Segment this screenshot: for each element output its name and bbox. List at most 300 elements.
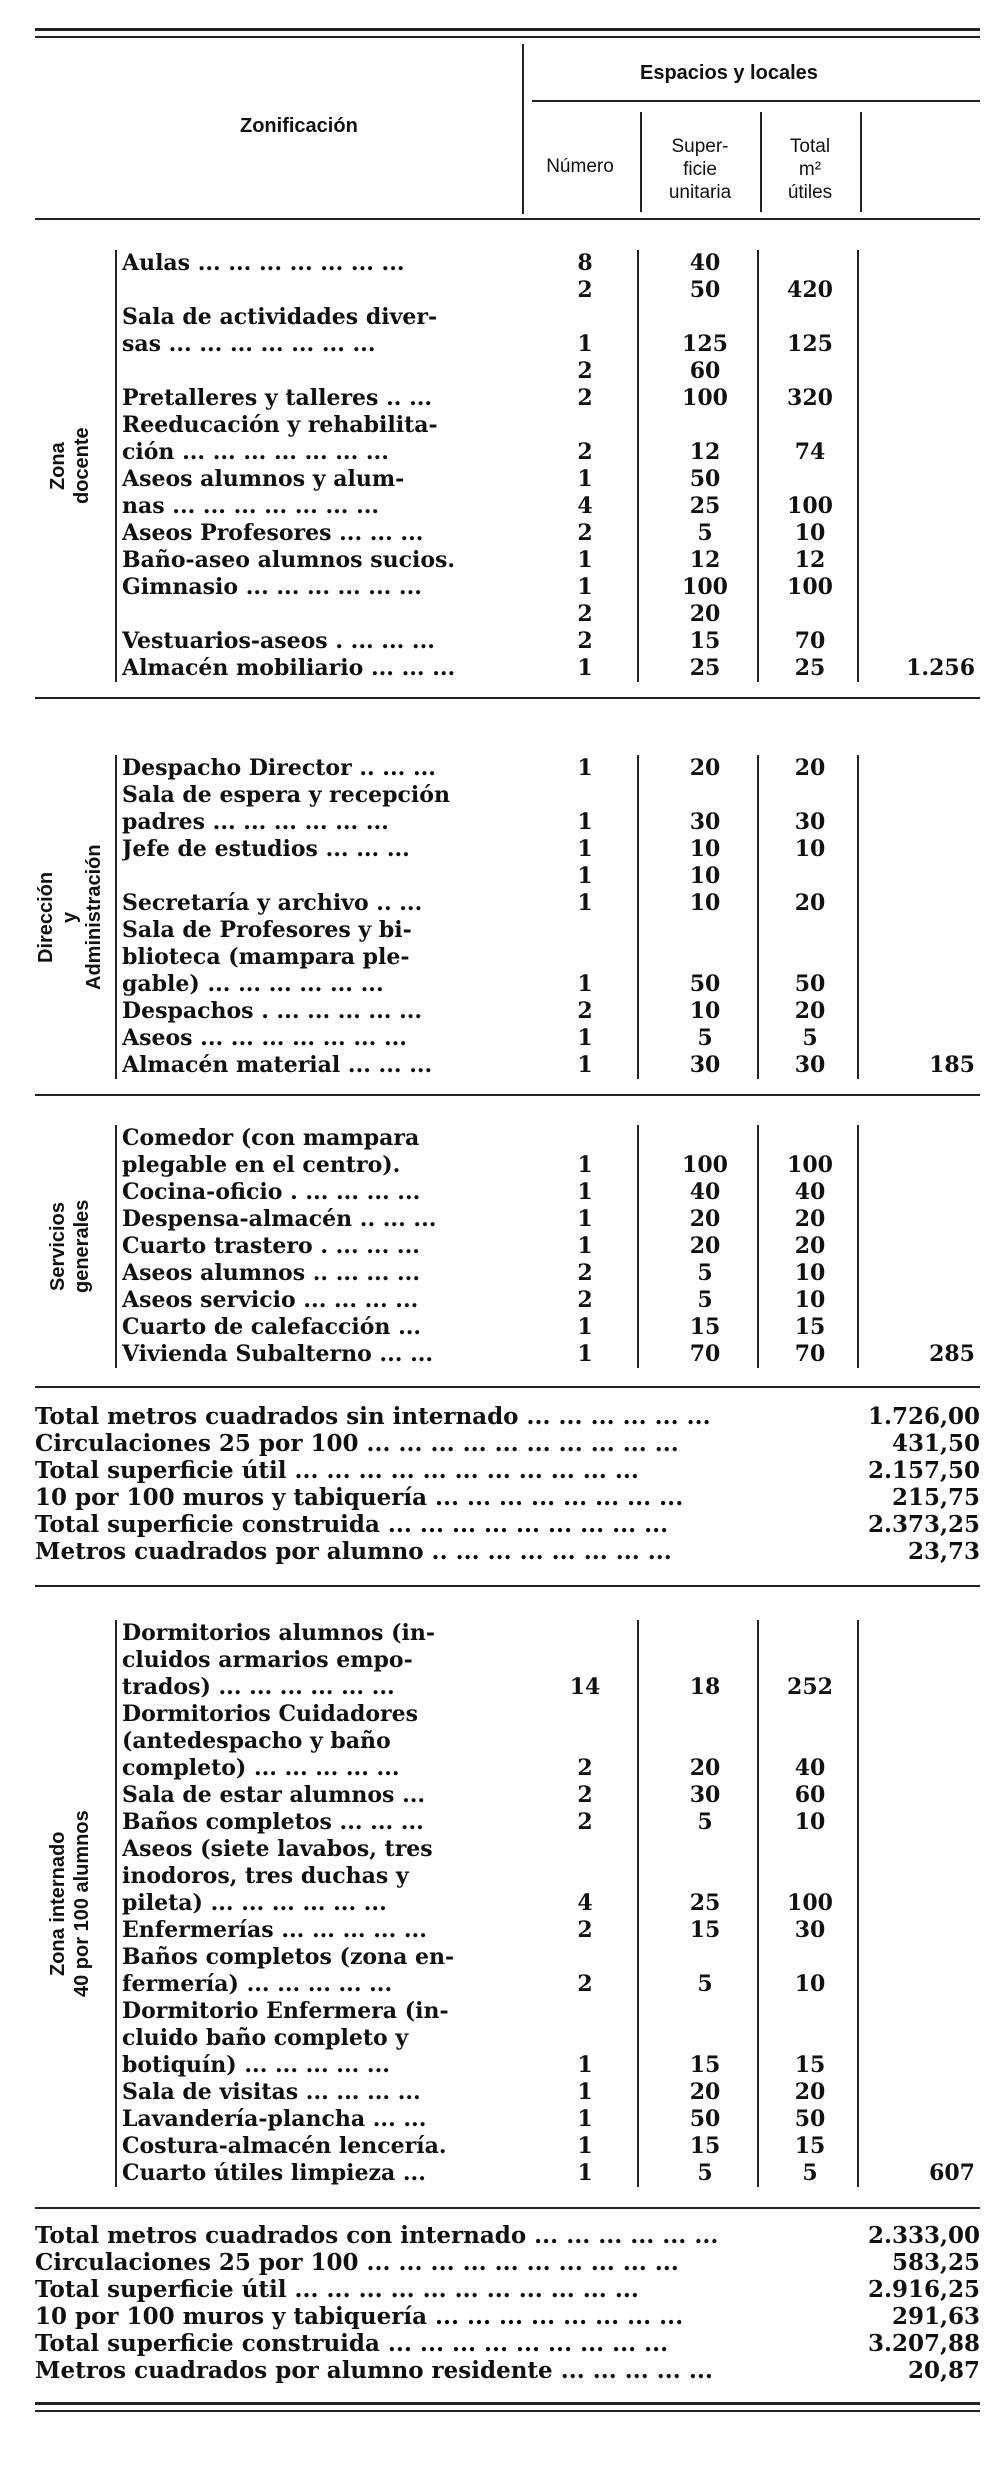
table-row (0, 782, 1000, 809)
row-superficie: 5 (697, 1971, 713, 1997)
row-item-label: Sala de actividades diver- (122, 304, 438, 330)
row-superficie: 20 (689, 1233, 721, 1259)
summary-label: Metros cuadrados por alumno residente ... ... ... ... ... (35, 2357, 713, 2384)
row-numero: 1 (577, 809, 593, 835)
summary-value: 20,87 (907, 2357, 980, 2384)
row-numero: 14 (569, 1674, 601, 1700)
summary-value: 2.916,25 (867, 2276, 980, 2303)
row-superficie: 10 (689, 890, 721, 916)
row-item-label: cluido baño completo y (122, 2025, 409, 2051)
summary-label: 10 por 100 muros y tabiquería ... ... ... ... ... ... ... ... (35, 2303, 684, 2330)
row-numero: 1 (577, 1152, 593, 1178)
row-numero: 2 (577, 1287, 593, 1313)
header-group-rule (532, 100, 980, 102)
summary-value: 2.333,00 (867, 2222, 980, 2249)
summary-value: 291,63 (891, 2303, 980, 2330)
row-superficie: 10 (689, 998, 721, 1024)
summary-label: 10 por 100 muros y tabiquería ... ... ... ... ... ... ... ... (35, 1484, 684, 1511)
row-total: 12 (794, 547, 826, 573)
summary-label: Total superficie construida ... ... ... ... ... ... ... ... ... (35, 1511, 669, 1538)
row-numero: 2 (577, 385, 593, 411)
row-superficie: 15 (689, 628, 721, 654)
row-item-label: Sala de espera y recepción (122, 782, 450, 808)
row-subtotal: 285 (929, 1341, 975, 1367)
summary-label: Total superficie construida ... ... ... ... ... ... ... ... ... (35, 2330, 669, 2357)
row-total: 50 (794, 2106, 826, 2132)
row-item-label: Dormitorio Enfermera (in- (122, 1998, 449, 2024)
summary-value: 1.726,00 (867, 1403, 980, 1430)
row-item-label: Despacho Director .. ... ... (122, 755, 436, 781)
row-superficie: 20 (689, 2079, 721, 2105)
summary-row (35, 1538, 980, 1565)
row-numero: 1 (577, 1341, 593, 1367)
row-item-label: Costura-almacén lencería. (122, 2133, 447, 2159)
row-item-label: Pretalleres y talleres .. ... (122, 385, 433, 411)
summary-row (35, 1457, 980, 1484)
row-total: 20 (794, 998, 826, 1024)
table-row (0, 1206, 1000, 1233)
row-superficie: 30 (689, 1782, 721, 1808)
row-numero: 2 (577, 1755, 593, 1781)
header-total (765, 135, 855, 204)
header-total-l3: útiles (787, 182, 833, 203)
row-superficie: 5 (697, 520, 713, 546)
row-item-label: Cocina-oficio . ... ... ... ... (122, 1179, 421, 1205)
row-item-label: gable) ... ... ... ... ... ... (122, 971, 384, 997)
section-rule (35, 2402, 980, 2405)
row-numero: 1 (577, 2133, 593, 2159)
row-item-label: (antedespacho y baño (122, 1728, 391, 1754)
row-superficie: 10 (689, 836, 721, 862)
row-superficie: 30 (689, 809, 721, 835)
table-row (0, 1620, 1000, 1647)
row-item-label: Baño-aseo alumnos sucios. (122, 547, 456, 573)
row-item-label: plegable en el centro). (122, 1152, 401, 1178)
table-row (0, 520, 1000, 547)
table-row (0, 1260, 1000, 1287)
row-total: 420 (787, 277, 833, 303)
row-item-label: Cuarto trastero . ... ... ... (122, 1233, 420, 1259)
section-rule (35, 1585, 980, 1587)
row-numero: 1 (577, 863, 593, 889)
summary-label: Total metros cuadrados con internado ... ... ... ... ... ... (35, 2222, 719, 2249)
header-total-l1: Total (789, 136, 831, 157)
header-superficie-l3: unitaria (668, 182, 732, 203)
row-superficie: 20 (689, 601, 721, 627)
row-item-label: Vivienda Subalterno ... ... (122, 1341, 434, 1367)
row-item-label: Aseos (siete lavabos, tres (122, 1836, 433, 1862)
table-row (0, 439, 1000, 466)
row-superficie: 15 (689, 1917, 721, 1943)
table-row (0, 1233, 1000, 1260)
row-total: 70 (794, 628, 826, 654)
row-item-label: Aseos ... ... ... ... ... ... ... (122, 1025, 407, 1051)
row-item-label: Sala de Profesores y bi- (122, 917, 412, 943)
row-superficie: 40 (689, 1179, 721, 1205)
table-row (0, 2079, 1000, 2106)
table-row (0, 2052, 1000, 2079)
row-total: 100 (787, 1152, 833, 1178)
row-numero: 1 (577, 331, 593, 357)
row-item-label: Aseos alumnos .. ... ... ... (122, 1260, 420, 1286)
row-item-label: completo) ... ... ... ... ... (122, 1755, 400, 1781)
row-numero: 2 (577, 601, 593, 627)
row-numero: 2 (577, 358, 593, 384)
zone-label-line: Zona internado (47, 1831, 69, 1976)
table-row (0, 466, 1000, 493)
row-superficie: 5 (697, 1260, 713, 1286)
row-item-label: Enfermerías ... ... ... ... ... (122, 1917, 427, 1943)
row-superficie: 15 (689, 1314, 721, 1340)
row-item-label: fermería) ... ... ... ... ... (122, 1971, 393, 1997)
row-item-label: Aseos servicio ... ... ... ... (122, 1287, 419, 1313)
row-numero: 2 (577, 1260, 593, 1286)
row-superficie: 5 (697, 1809, 713, 1835)
summary-row (35, 2249, 980, 2276)
table-row (0, 1314, 1000, 1341)
zone-label-line: Administración (83, 844, 105, 990)
summary-value: 23,73 (907, 1538, 980, 1565)
row-superficie: 20 (689, 1206, 721, 1232)
table-row (0, 1917, 1000, 1944)
section-rule (35, 697, 980, 699)
row-item-label: Aseos Profesores ... ... ... (122, 520, 424, 546)
row-total: 30 (794, 1917, 826, 1943)
row-item-label: cluidos armarios empo- (122, 1647, 413, 1673)
header-superficie (645, 135, 755, 204)
row-item-label: Sala de visitas ... ... ... ... (122, 2079, 421, 2105)
table-row (0, 601, 1000, 628)
row-superficie: 12 (689, 547, 721, 573)
zone-label-line: generales (71, 1199, 93, 1294)
zone-label-line: Dirección (35, 871, 57, 963)
row-numero: 2 (577, 277, 593, 303)
section-rule (35, 2410, 980, 2412)
row-subtotal: 1.256 (906, 655, 975, 681)
row-total: 20 (794, 755, 826, 781)
header-col-line-2 (760, 112, 762, 212)
row-item-label: Cuarto de calefacción ... (122, 1314, 422, 1340)
row-numero: 2 (577, 1809, 593, 1835)
row-total: 125 (787, 331, 833, 357)
row-total: 10 (794, 1287, 826, 1313)
row-superficie: 100 (682, 385, 728, 411)
table-row (0, 277, 1000, 304)
row-numero: 1 (577, 2079, 593, 2105)
row-item-label: Aulas ... ... ... ... ... ... ... (122, 250, 405, 276)
row-total: 30 (794, 1052, 826, 1078)
row-total: 10 (794, 836, 826, 862)
summary-row (35, 2222, 980, 2249)
row-numero: 1 (577, 1206, 593, 1232)
row-total: 74 (794, 439, 826, 465)
row-superficie: 70 (689, 1341, 721, 1367)
summary-value: 2.373,25 (867, 1511, 980, 1538)
row-item-label: sas ... ... ... ... ... ... ... (122, 331, 376, 357)
row-item-label: Almacén mobiliario ... ... ... (122, 655, 456, 681)
table-row (0, 1971, 1000, 1998)
header-superficie-l1: Super- (671, 136, 729, 157)
summary-row (35, 2357, 980, 2384)
row-item-label: Sala de estar alumnos ... (122, 1782, 426, 1808)
row-total: 15 (794, 2133, 826, 2159)
table-row (0, 412, 1000, 439)
summary-row (35, 1430, 980, 1457)
table-row (0, 1755, 1000, 1782)
table-row (0, 998, 1000, 1025)
top-rule-thin (35, 36, 980, 38)
row-superficie: 50 (689, 466, 721, 492)
zone-label-line: docente (71, 427, 93, 505)
row-numero: 1 (577, 1314, 593, 1340)
row-total: 10 (794, 1971, 826, 1997)
section-rule (35, 2207, 980, 2209)
summary-label: Circulaciones 25 por 100 ... ... ... ... ... ... ... ... ... ... (35, 1430, 679, 1457)
table-row (0, 863, 1000, 890)
table-row (0, 1890, 1000, 1917)
row-numero: 1 (577, 836, 593, 862)
top-rule (35, 28, 980, 31)
row-item-label: Cuarto útiles limpieza ... (122, 2160, 426, 2186)
row-total: 70 (794, 1341, 826, 1367)
row-numero: 2 (577, 439, 593, 465)
row-superficie: 30 (689, 1052, 721, 1078)
summary-label: Total superficie útil ... ... ... ... ... ... ... ... ... ... ... (35, 1457, 639, 1484)
row-subtotal: 607 (929, 2160, 975, 2186)
row-item-label: Baños completos ... ... ... (122, 1809, 424, 1835)
row-superficie: 15 (689, 2133, 721, 2159)
table-row (0, 809, 1000, 836)
table-row (0, 385, 1000, 412)
row-numero: 1 (577, 1025, 593, 1051)
row-superficie: 40 (689, 250, 721, 276)
row-numero: 2 (577, 520, 593, 546)
row-item-label: blioteca (mampara ple- (122, 944, 410, 970)
row-superficie: 25 (689, 493, 721, 519)
row-total: 252 (787, 1674, 833, 1700)
row-item-label: Baños completos (zona en- (122, 1944, 455, 1970)
table-row (0, 1728, 1000, 1755)
header-superficie-l2: ficie (683, 159, 717, 180)
row-superficie: 60 (689, 358, 721, 384)
row-item-label: Despachos . ... ... ... ... ... (122, 998, 423, 1024)
row-total: 25 (794, 655, 826, 681)
row-item-label: botiquín) ... ... ... ... ... (122, 2052, 390, 2078)
row-total: 40 (794, 1755, 826, 1781)
row-numero: 1 (577, 1052, 593, 1078)
row-superficie: 20 (689, 755, 721, 781)
header-zonificacion: Zonificación (240, 115, 358, 137)
table-row (0, 1179, 1000, 1206)
row-numero: 1 (577, 2052, 593, 2078)
header-group: Espacios y locales (640, 62, 818, 84)
summary-label: Metros cuadrados por alumno .. ... ... ... ... ... ... ... (35, 1538, 672, 1565)
row-item-label: pileta) ... ... ... ... ... ... (122, 1890, 387, 1916)
summary-value: 3.207,88 (867, 2330, 980, 2357)
table-row (0, 1998, 1000, 2025)
row-numero: 1 (577, 655, 593, 681)
summary-value: 215,75 (891, 1484, 980, 1511)
row-superficie: 50 (689, 971, 721, 997)
row-item-label: Despensa-almacén .. ... ... (122, 1206, 437, 1232)
summary-label: Total metros cuadrados sin internado ... ... ... ... ... ... (35, 1403, 711, 1430)
zone-label-line: 40 por 100 alumnos (71, 1810, 93, 1997)
header-numero: Número (546, 156, 614, 177)
row-numero: 1 (577, 890, 593, 916)
row-item-label: Dormitorios alumnos (in- (122, 1620, 435, 1646)
row-superficie: 20 (689, 1755, 721, 1781)
table-row (0, 628, 1000, 655)
row-item-label: Dormitorios Cuidadores (122, 1701, 419, 1727)
row-numero: 1 (577, 2106, 593, 2132)
table-row (0, 358, 1000, 385)
zone-label-line: y (59, 911, 81, 923)
row-item-label: Jefe de estudios ... ... ... (122, 836, 410, 862)
row-total: 10 (794, 1809, 826, 1835)
row-superficie: 25 (689, 1890, 721, 1916)
row-numero: 1 (577, 1233, 593, 1259)
row-numero: 1 (577, 2160, 593, 2186)
row-superficie: 50 (689, 2106, 721, 2132)
table-row (0, 655, 1000, 682)
summary-value: 583,25 (891, 2249, 980, 2276)
row-numero: 1 (577, 971, 593, 997)
table-row (0, 1125, 1000, 1152)
row-total: 15 (794, 2052, 826, 2078)
table-row (0, 971, 1000, 998)
row-item-label: nas ... ... ... ... ... ... ... (122, 493, 380, 519)
header-total-l2: m² (798, 159, 822, 180)
row-total: 100 (787, 493, 833, 519)
table-row (0, 1052, 1000, 1079)
table-row (0, 1341, 1000, 1368)
row-numero: 1 (577, 1179, 593, 1205)
table-row (0, 574, 1000, 601)
row-superficie: 10 (689, 863, 721, 889)
row-total: 10 (794, 520, 826, 546)
row-item-label: Secretaría y archivo .. ... (122, 890, 423, 916)
row-item-label: Lavandería-plancha ... ... (122, 2106, 427, 2132)
table-row (0, 1647, 1000, 1674)
summary-label: Circulaciones 25 por 100 ... ... ... ... ... ... ... ... ... ... (35, 2249, 679, 2276)
row-total: 20 (794, 2079, 826, 2105)
row-superficie: 25 (689, 655, 721, 681)
row-item-label: Gimnasio ... ... ... ... ... ... (122, 574, 422, 600)
table-row (0, 2025, 1000, 2052)
row-total: 10 (794, 1260, 826, 1286)
row-item-label: Comedor (con mampara (122, 1125, 420, 1151)
zone-label-line: Zona (47, 442, 69, 490)
summary-row (35, 2303, 980, 2330)
row-total: 320 (787, 385, 833, 411)
header-col-line-1 (640, 112, 642, 212)
row-item-label: Aseos alumnos y alum- (122, 466, 405, 492)
summary-value: 431,50 (891, 1430, 980, 1457)
row-total: 30 (794, 809, 826, 835)
summary-label: Total superficie útil ... ... ... ... ... ... ... ... ... ... ... (35, 2276, 639, 2303)
row-numero: 1 (577, 755, 593, 781)
table-row (0, 1701, 1000, 1728)
row-superficie: 5 (697, 2160, 713, 2186)
table-row (0, 2106, 1000, 2133)
table-row (0, 1836, 1000, 1863)
row-total: 60 (794, 1782, 826, 1808)
header-divider (522, 44, 524, 214)
row-superficie: 12 (689, 439, 721, 465)
row-numero: 2 (577, 998, 593, 1024)
table-row (0, 2133, 1000, 2160)
table-row (0, 944, 1000, 971)
table-row (0, 1674, 1000, 1701)
table-row (0, 1863, 1000, 1890)
row-item-label: inodoros, tres duchas y (122, 1863, 409, 1889)
summary-row (35, 2276, 980, 2303)
summary-row (35, 2330, 980, 2357)
row-numero: 2 (577, 1782, 593, 1808)
table-row (0, 1287, 1000, 1314)
table-row (0, 331, 1000, 358)
row-total: 40 (794, 1179, 826, 1205)
table-row (0, 1782, 1000, 1809)
row-numero: 8 (577, 250, 593, 276)
table-row (0, 1809, 1000, 1836)
row-total: 15 (794, 1314, 826, 1340)
row-numero: 2 (577, 1971, 593, 1997)
row-total: 100 (787, 1890, 833, 1916)
row-numero: 4 (577, 493, 593, 519)
row-superficie: 5 (697, 1025, 713, 1051)
section-rule (35, 1094, 980, 1096)
row-item-label: Reeducación y rehabilita- (122, 412, 438, 438)
row-numero: 1 (577, 547, 593, 573)
table-row (0, 1025, 1000, 1052)
row-total: 20 (794, 1206, 826, 1232)
row-numero: 2 (577, 1917, 593, 1943)
table-row (0, 493, 1000, 520)
table-row (0, 304, 1000, 331)
table-row (0, 755, 1000, 782)
table-row (0, 1944, 1000, 1971)
table-row (0, 1152, 1000, 1179)
row-item-label: ción ... ... ... ... ... ... ... (122, 439, 389, 465)
row-total: 5 (802, 2160, 818, 2186)
row-superficie: 125 (682, 331, 728, 357)
row-superficie: 18 (689, 1674, 721, 1700)
table-row (0, 2160, 1000, 2187)
summary-row (35, 1511, 980, 1538)
header-bottom-rule (35, 218, 980, 220)
zone-label-line: Servicios (47, 1202, 69, 1291)
row-total: 5 (802, 1025, 818, 1051)
row-numero: 1 (577, 466, 593, 492)
section-rule (35, 1386, 980, 1388)
row-item-label: Almacén material ... ... ... (122, 1052, 433, 1078)
summary-row (35, 1484, 980, 1511)
row-superficie: 5 (697, 1287, 713, 1313)
row-item-label: trados) ... ... ... ... ... ... (122, 1674, 395, 1700)
row-superficie: 100 (682, 574, 728, 600)
summary-row (35, 1403, 980, 1430)
row-total: 20 (794, 1233, 826, 1259)
table-row (0, 250, 1000, 277)
row-subtotal: 185 (929, 1052, 975, 1078)
row-numero: 2 (577, 628, 593, 654)
row-total: 20 (794, 890, 826, 916)
row-superficie: 100 (682, 1152, 728, 1178)
header-col-line-3 (860, 112, 862, 212)
row-item-label: padres ... ... ... ... ... ... (122, 809, 389, 835)
row-superficie: 15 (689, 2052, 721, 2078)
